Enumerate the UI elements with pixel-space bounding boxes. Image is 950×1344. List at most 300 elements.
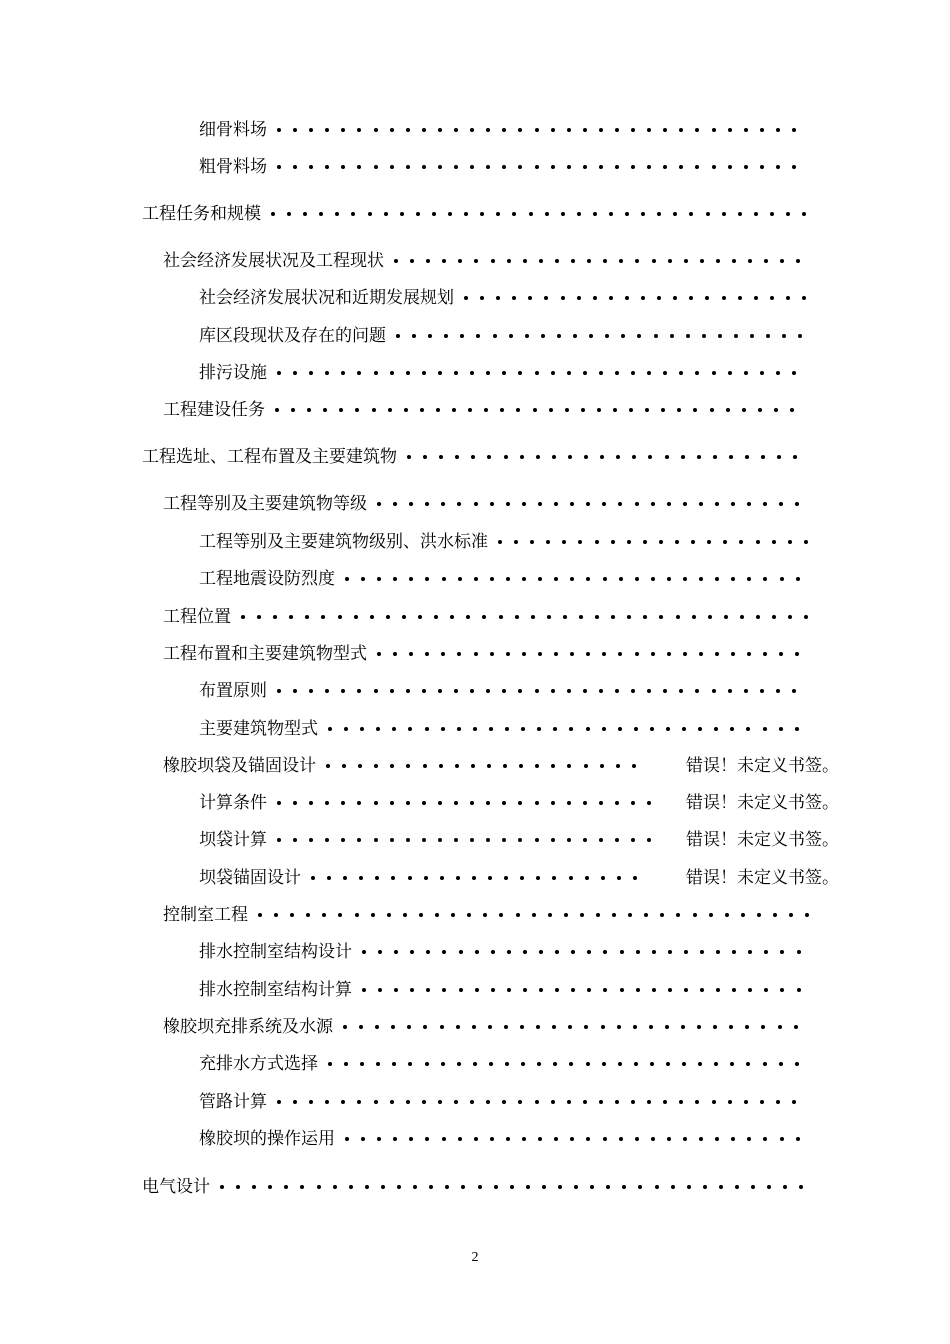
leader-dot (374, 838, 378, 842)
leader-dot (422, 801, 426, 805)
toc-entry-title: 控制室工程 (163, 905, 248, 925)
leader-dot (341, 165, 345, 169)
toc-entry-level-3[interactable] (199, 284, 950, 312)
leader-dot (747, 1137, 751, 1141)
leader-dot (732, 950, 736, 954)
leader-dot (520, 455, 524, 459)
leader-dot (535, 801, 539, 805)
leader-dot (377, 1137, 381, 1141)
leader-dot (586, 502, 590, 506)
leader-dot (569, 876, 573, 880)
leader-dot (407, 455, 411, 459)
leader-dot (751, 1185, 755, 1189)
toc-entry-level-2[interactable] (163, 1013, 950, 1041)
leader-dot (551, 838, 555, 842)
leader-dot (458, 1137, 462, 1141)
toc-entry-title: 工程任务和规模 (142, 204, 261, 224)
leader-dot (643, 615, 647, 619)
toc-entry-level-2[interactable] (163, 901, 950, 929)
leader-dot (698, 1062, 702, 1066)
leader-dot (551, 128, 555, 132)
leader-dot (795, 727, 799, 731)
leader-dot (291, 408, 295, 412)
leader-dot (740, 615, 744, 619)
toc-entry-level-3[interactable] (199, 153, 950, 181)
leader-dot (268, 1185, 272, 1189)
leader-dot (486, 128, 490, 132)
leader-dot (567, 371, 571, 375)
leader-dot (506, 502, 510, 506)
leader-dot (719, 1185, 723, 1189)
leader-dot (357, 1100, 361, 1104)
leader-dot (402, 615, 406, 619)
leader-dot (647, 838, 651, 842)
toc-entry-page: 错误！未定义书签。 (686, 868, 839, 888)
leader-dot (440, 876, 444, 880)
toc-dot-leader (377, 490, 812, 518)
leader-dot (409, 652, 413, 656)
leader-dot (744, 1100, 748, 1104)
leader-dot (600, 455, 604, 459)
toc-dot-leader (345, 1125, 812, 1153)
leader-dot (780, 988, 784, 992)
leader-dot (679, 165, 683, 169)
leader-dot (441, 502, 445, 506)
leader-dot (502, 371, 506, 375)
leader-dot (422, 1100, 426, 1104)
leader-dot (561, 212, 565, 216)
leader-dot (571, 259, 575, 263)
leader-dot (457, 727, 461, 731)
leader-dot (474, 652, 478, 656)
leader-dot (795, 502, 799, 506)
leader-dot (519, 764, 523, 768)
leader-dot (374, 1100, 378, 1104)
leader-dot (374, 764, 378, 768)
leader-dot (425, 577, 429, 581)
toc-entry-title: 工程选址、工程布置及主要建筑物 (142, 447, 397, 467)
leader-dot (584, 455, 588, 459)
toc-entry-level-3[interactable] (199, 938, 950, 966)
leader-dot (484, 408, 488, 412)
leader-dot (681, 1025, 685, 1029)
toc-dot-leader (396, 322, 814, 350)
toc-dot-leader (311, 864, 649, 892)
leader-dot (712, 371, 716, 375)
leader-dot (746, 1062, 750, 1066)
toc-entry-level-2[interactable] (163, 396, 950, 424)
leader-dot (309, 128, 313, 132)
leader-dot (277, 689, 281, 693)
leader-dot (351, 212, 355, 216)
leader-dot (786, 296, 790, 300)
leader-dot (650, 1062, 654, 1066)
leader-dot (386, 615, 390, 619)
leader-dot (515, 615, 519, 619)
leader-dot (277, 165, 281, 169)
leader-dot (506, 1137, 510, 1141)
leader-dot (507, 988, 511, 992)
leader-dot (293, 838, 297, 842)
leader-dot (555, 950, 559, 954)
leader-dot (779, 652, 783, 656)
leader-dot (716, 988, 720, 992)
leader-dot (731, 577, 735, 581)
leader-dot (611, 615, 615, 619)
leader-dot (679, 689, 683, 693)
leader-dot (400, 212, 404, 216)
leader-dot (728, 1100, 732, 1104)
leader-dot (611, 540, 615, 544)
leader-dot (599, 1100, 603, 1104)
leader-dot (376, 727, 380, 731)
leader-dot (494, 1185, 498, 1189)
toc-entry-level-1[interactable] (142, 443, 950, 471)
leader-dot (359, 1025, 363, 1029)
leader-dot (458, 259, 462, 263)
leader-dot (586, 577, 590, 581)
leader-dot (558, 1185, 562, 1189)
leader-dot (486, 165, 490, 169)
toc-entry-level-2[interactable] (163, 640, 950, 668)
leader-dot (390, 128, 394, 132)
leader-dot (587, 259, 591, 263)
leader-dot (345, 577, 349, 581)
leader-dot (579, 615, 583, 619)
leader-dot (403, 913, 407, 917)
leader-dot (343, 876, 347, 880)
leader-dot (522, 502, 526, 506)
leader-dot (620, 950, 624, 954)
leader-dot (600, 764, 604, 768)
leader-dot (522, 577, 526, 581)
leader-dot (429, 1185, 433, 1189)
leader-dot (306, 913, 310, 917)
leader-dot (535, 1100, 539, 1104)
leader-dot (761, 455, 765, 459)
leader-dot (795, 652, 799, 656)
leader-dot (763, 577, 767, 581)
leader-dot (760, 1100, 764, 1104)
leader-dot (713, 1025, 717, 1029)
leader-dot (470, 689, 474, 693)
leader-dot (695, 371, 699, 375)
leader-dot (502, 165, 506, 169)
leader-dot (663, 689, 667, 693)
leader-dot (518, 371, 522, 375)
leader-dot (425, 502, 429, 506)
leader-dot (761, 1025, 765, 1029)
toc-dot-leader (220, 1173, 815, 1201)
leader-dot (699, 502, 703, 506)
leader-dot (461, 1185, 465, 1189)
leader-dot (666, 1062, 670, 1066)
leader-dot (425, 1137, 429, 1141)
toc-dot-leader (271, 200, 818, 228)
leader-dot (422, 371, 426, 375)
leader-dot (448, 212, 452, 216)
leader-dot (325, 371, 329, 375)
leader-dot (792, 371, 796, 375)
leader-dot (584, 1025, 588, 1029)
leader-dot (764, 259, 768, 263)
leader-dot (360, 727, 364, 731)
leader-dot (635, 1137, 639, 1141)
leader-dot (459, 950, 463, 954)
leader-dot (631, 838, 635, 842)
leader-dot (488, 1025, 492, 1029)
leader-dot (723, 540, 727, 544)
leader-dot (601, 1025, 605, 1029)
leader-dot (683, 502, 687, 506)
toc-entry-level-3[interactable] (199, 789, 950, 817)
toc-entry-level-3[interactable] (199, 116, 950, 144)
leader-dot (406, 838, 410, 842)
leader-dot (339, 408, 343, 412)
leader-dot (706, 212, 710, 216)
toc-entry-level-3[interactable] (199, 1088, 950, 1116)
leader-dot (589, 334, 593, 338)
leader-dot (679, 128, 683, 132)
toc-entry-level-3[interactable] (199, 1050, 950, 1078)
leader-dot (805, 913, 809, 917)
leader-dot (776, 128, 780, 132)
leader-dot (631, 689, 635, 693)
leader-dot (799, 1185, 803, 1189)
leader-dot (328, 1062, 332, 1066)
leader-dot (502, 1100, 506, 1104)
leader-dot (397, 1185, 401, 1189)
leader-dot (789, 913, 793, 917)
leader-dot (729, 455, 733, 459)
leader-dot (780, 259, 784, 263)
leader-dot (661, 408, 665, 412)
leader-dot (636, 950, 640, 954)
leader-dot (357, 165, 361, 169)
toc-entry-level-3[interactable] (199, 826, 950, 854)
toc-entry-level-3[interactable] (199, 715, 950, 743)
leader-dot (712, 1100, 716, 1104)
leader-dot (435, 913, 439, 917)
leader-dot (577, 296, 581, 300)
leader-dot (394, 988, 398, 992)
leader-dot (622, 1185, 626, 1189)
leader-dot (441, 727, 445, 731)
leader-dot (554, 502, 558, 506)
leader-dot (520, 1025, 524, 1029)
leader-dot (531, 615, 535, 619)
leader-dot (602, 727, 606, 731)
toc-entry-level-2[interactable] (163, 752, 950, 780)
leader-dot (616, 455, 620, 459)
leader-dot (647, 128, 651, 132)
leader-dot (454, 165, 458, 169)
leader-dot (778, 1025, 782, 1029)
toc-entry-title: 工程布置和主要建筑物型式 (163, 644, 367, 664)
leader-dot (390, 801, 394, 805)
leader-dot (565, 408, 569, 412)
leader-dot (422, 689, 426, 693)
leader-dot (452, 408, 456, 412)
leader-dot (668, 950, 672, 954)
leader-dot (673, 296, 677, 300)
leader-dot (470, 838, 474, 842)
toc-entry-title: 工程建设任务 (163, 400, 265, 420)
toc-entry-level-1[interactable] (142, 1173, 950, 1201)
leader-dot (798, 334, 802, 338)
leader-dot (426, 988, 430, 992)
toc-entry-title: 布置原则 (199, 681, 267, 701)
toc-entry-level-3[interactable] (199, 1125, 950, 1153)
leader-dot (728, 128, 732, 132)
leader-dot (555, 259, 559, 263)
leader-dot (693, 408, 697, 412)
leader-dot (277, 128, 281, 132)
leader-dot (802, 212, 806, 216)
leader-dot (532, 913, 536, 917)
leader-dot (277, 801, 281, 805)
leader-dot (602, 652, 606, 656)
toc-entry-level-3[interactable] (199, 528, 950, 556)
leader-dot (716, 259, 720, 263)
leader-dot (493, 334, 497, 338)
leader-dot (471, 455, 475, 459)
leader-dot (562, 540, 566, 544)
leader-dot (413, 1185, 417, 1189)
leader-dot (460, 334, 464, 338)
leader-dot (438, 838, 442, 842)
leader-dot (570, 502, 574, 506)
leader-dot (422, 838, 426, 842)
leader-dot (583, 801, 587, 805)
leader-dot (441, 652, 445, 656)
leader-dot (776, 371, 780, 375)
leader-dot (338, 615, 342, 619)
leader-dot (445, 1185, 449, 1189)
leader-dot (490, 652, 494, 656)
leader-dot (541, 334, 545, 338)
page-number: 2 (471, 1250, 479, 1265)
leader-dot (491, 988, 495, 992)
leader-dot (738, 296, 742, 300)
leader-dot (779, 1062, 783, 1066)
leader-dot (423, 764, 427, 768)
leader-dot (526, 1185, 530, 1189)
leader-dot (615, 689, 619, 693)
leader-dot (357, 371, 361, 375)
leader-dot (580, 913, 584, 917)
leader-dot (428, 334, 432, 338)
toc-entry-level-3[interactable] (199, 359, 950, 387)
leader-dot (657, 296, 661, 300)
leader-dot (586, 1062, 590, 1066)
leader-dot (649, 1025, 653, 1029)
leader-dot (432, 212, 436, 216)
leader-dot (518, 838, 522, 842)
leader-dot (305, 615, 309, 619)
toc-entry-level-3[interactable] (199, 976, 950, 1004)
toc-entry-level-3[interactable] (199, 677, 950, 705)
leader-dot (545, 212, 549, 216)
leader-dot (436, 408, 440, 412)
leader-dot (442, 1137, 446, 1141)
leader-dot (601, 876, 605, 880)
leader-dot (602, 502, 606, 506)
toc-entry-level-2[interactable] (163, 247, 950, 275)
leader-dot (442, 577, 446, 581)
leader-dot (571, 988, 575, 992)
leader-dot (335, 212, 339, 216)
leader-dot (390, 165, 394, 169)
leader-dot (309, 371, 313, 375)
toc-entry-title: 工程等别及主要建筑物等级 (163, 494, 367, 514)
leader-dot (705, 296, 709, 300)
leader-dot (457, 652, 461, 656)
toc-entry-level-1[interactable] (142, 200, 950, 228)
toc-entry-title: 橡胶坝袋及锚固设计 (163, 756, 316, 776)
leader-dot (518, 689, 522, 693)
leader-dot (289, 615, 293, 619)
toc-entry-page: 错误！未定义书签。 (686, 793, 839, 813)
leader-dot (438, 801, 442, 805)
leader-dot (322, 913, 326, 917)
leader-dot (454, 689, 458, 693)
leader-dot (603, 259, 607, 263)
leader-dot (763, 1062, 767, 1066)
leader-dot (689, 212, 693, 216)
leader-dot (716, 950, 720, 954)
leader-dot (509, 334, 513, 338)
leader-dot (502, 689, 506, 693)
toc-dot-leader (277, 677, 808, 705)
leader-dot (792, 128, 796, 132)
toc-entry-level-3[interactable] (199, 565, 950, 593)
leader-dot (795, 1062, 799, 1066)
leader-dot (439, 764, 443, 768)
leader-dot (478, 1185, 482, 1189)
leader-dot (665, 1025, 669, 1029)
leader-dot (387, 913, 391, 917)
leader-dot (438, 128, 442, 132)
toc-entry-level-3[interactable] (199, 864, 950, 892)
leader-dot (587, 950, 591, 954)
leader-dot (323, 408, 327, 412)
toc-entry-title: 充排水方式选择 (199, 1054, 318, 1074)
toc-entry-level-3[interactable] (199, 322, 950, 350)
toc-entry-page: 错误！未定义书签。 (686, 756, 839, 776)
leader-dot (569, 1062, 573, 1066)
leader-dot (358, 764, 362, 768)
leader-dot (343, 1025, 347, 1029)
leader-dot (564, 913, 568, 917)
leader-dot (442, 988, 446, 992)
leader-dot (483, 913, 487, 917)
leader-dot (466, 615, 470, 619)
toc-entry-level-2[interactable] (163, 490, 950, 518)
leader-dot (512, 212, 516, 216)
leader-dot (551, 1100, 555, 1104)
leader-dot (309, 1100, 313, 1104)
leader-dot (287, 212, 291, 216)
leader-dot (633, 876, 637, 880)
leader-dot (767, 1185, 771, 1189)
toc-entry-level-2[interactable] (163, 603, 950, 631)
leader-dot (715, 502, 719, 506)
leader-dot (388, 408, 392, 412)
leader-dot (715, 1137, 719, 1141)
leader-dot (499, 615, 503, 619)
leader-dot (293, 1100, 297, 1104)
